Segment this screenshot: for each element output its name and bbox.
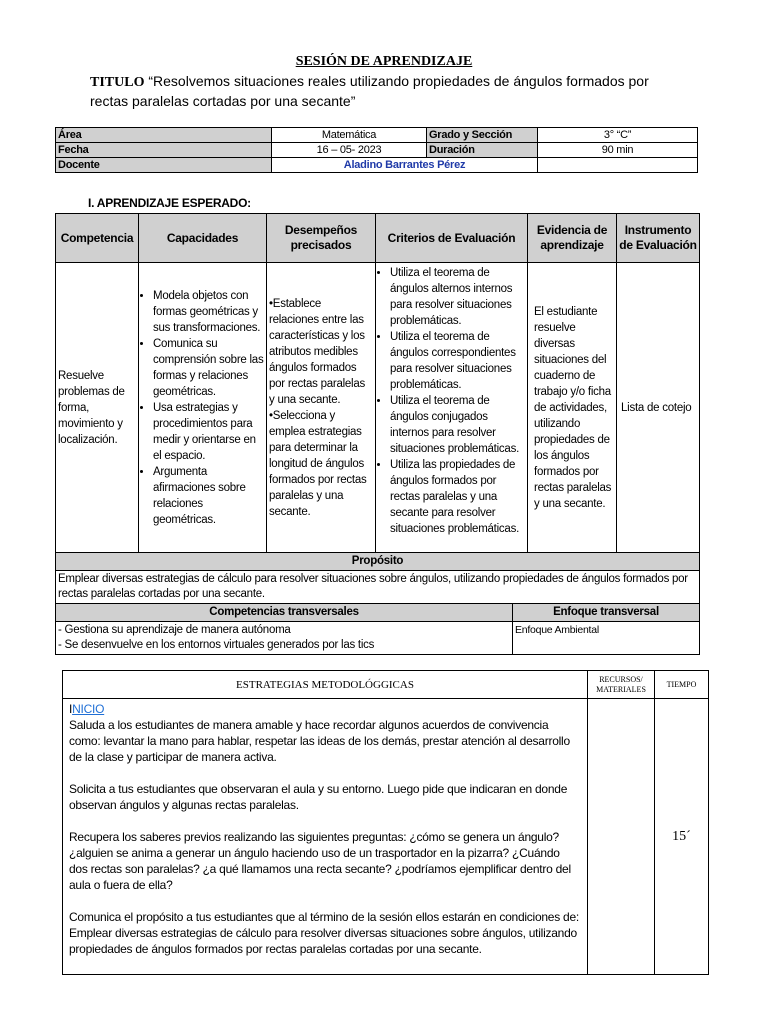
docente-label: Docente (56, 158, 272, 173)
enfoque-value: Enfoque Ambiental (513, 622, 700, 655)
tiempo-value: 15´ (655, 699, 709, 975)
strategy-paragraph: Solicita a tus estudiantes que observaran el aula y su entorno. Luego pide que indicaran en donde observan ángulos y algunas rectas paralelas. (69, 782, 568, 812)
docente-value: Aladino Barrantes Pérez (272, 158, 538, 173)
fecha-value: 16 – 05- 2023 (272, 143, 427, 158)
section-heading: I. APRENDIZAJE ESPERADO: (88, 196, 251, 210)
session-title (90, 72, 690, 110)
competencias-transversales-label: Competencias transversales (56, 604, 513, 622)
enfoque-transversal-label: Enfoque transversal (513, 604, 700, 622)
competencias-transversales-list (56, 622, 513, 655)
header-instrumento: Instrumento de Evaluación (617, 214, 700, 263)
duracion-label: Duración (427, 143, 538, 158)
purpose-table (55, 552, 700, 655)
criterio-item: • Utiliza el teorema de ángulos conjugados internos para resolver situaciones problemáticas. (390, 393, 525, 457)
transversal-item: - Gestiona su aprendizaje de manera autónoma (58, 624, 291, 636)
capacidad-item: • Comunica su comprensión sobre las formas y relaciones geométricas. (153, 336, 264, 400)
evidencia-cell: El estudiante resuelve diversas situaciones del cuaderno de trabajo y/o ficha de actividades, utilizando propiedades de los ángulos formados por rectas paralelas y una secante. (528, 263, 617, 554)
header-criterios: Criterios de Evaluación (376, 214, 528, 263)
learning-table (55, 213, 700, 554)
fecha-label: Fecha (56, 143, 272, 158)
grado-value: 3° “C” (538, 128, 698, 143)
strategy-paragraph: Recupera los saberes previos realizando las siguientes preguntas: ¿cómo se genera un ángulo? ¿alguien se anima a generar un ángulo haciendo uso de un trasportador en la pizarra? ¿Cuándo dos rectas son paralelas? ¿a qué llamamos una recta secante? ¿podríamos ejemplificar dentro del aula o fuera de ella? (69, 830, 571, 892)
recursos-cell (588, 699, 655, 975)
recursos-header: RECURSOS/ MATERIALES (588, 671, 655, 699)
strategies-body (63, 699, 588, 975)
proposito-text: Emplear diversas estrategias de cálculo para resolver situaciones sobre ángulos, utilizando propiedades de ángulos formados por rectas paralelas cortadas por una secante. (56, 571, 700, 604)
grado-label: Grado y Sección (427, 128, 538, 143)
desempeno-item: •Establece relaciones entre las características y los atributos medibles ángulos formados por rectas paralelas y una secante. (269, 298, 365, 406)
capacidades-cell (139, 263, 267, 554)
desempeno-item: •Selecciona y emplea estrategias para determinar la longitud de ángulos formados por rectas paralelas y una secante. (269, 410, 367, 518)
desempenos-cell (267, 263, 376, 554)
strategy-paragraph: Saluda a los estudiantes de manera amable y hace recordar algunos acuerdos de convivencia como: levantar la mano para hablar, respetar las ideas de los demás, prestar atención al desarrollo de la clase y participar de manera activa. (69, 718, 570, 764)
instrumento-cell: Lista de cotejo (617, 263, 700, 554)
tiempo-header: TIEMPO (655, 671, 709, 699)
titulo-label: TITULO (90, 75, 145, 90)
inicio-heading: INICIO (69, 702, 105, 716)
area-value: Matemática (272, 128, 427, 143)
transversal-item: - Se desenvuelve en los entornos virtuales generados por las tics (58, 639, 375, 651)
info-table (55, 127, 698, 173)
capacidad-item: • Modela objetos con formas geométricas y sus transformaciones. (153, 288, 264, 336)
titulo-text: “Resolvemos situaciones reales utilizando propiedades de ángulos formados por rectas paralelas cortadas por una secante” (90, 73, 649, 109)
criterio-item: • Utiliza las propiedades de ángulos formados por rectas paralelas y una secante para resolver situaciones problemáticas. (390, 457, 525, 537)
header-evidencia: Evidencia de aprendizaje (528, 214, 617, 263)
duracion-value: 90 min (538, 143, 698, 158)
criterio-item: • Utiliza el teorema de ángulos alternos internos para resolver situaciones problemáticas. (390, 265, 525, 329)
strategies-header: ESTRATEGIAS METODOLÓGGICAS (63, 671, 588, 699)
page-title: SESIÓN DE APRENDIZAJE (295, 54, 473, 69)
criterio-item: • Utiliza el teorema de ángulos correspondientes para resolver situaciones problemáticas. (390, 329, 525, 393)
header-desempenos: Desempeños precisados (267, 214, 376, 263)
proposito-label: Propósito (56, 553, 700, 571)
header-capacidades: Capacidades (139, 214, 267, 263)
capacidad-item: • Usa estrategias y procedimientos para medir y orientarse en el espacio. (153, 400, 264, 464)
area-label: Área (56, 128, 272, 143)
competencia-cell: Resuelve problemas de forma, movimiento y localización. (56, 263, 139, 554)
strategies-table (62, 670, 709, 975)
header-competencia: Competencia (56, 214, 139, 263)
strategy-paragraph: Comunica el propósito a tus estudiantes que al término de la sesión ellos estarán en condiciones de: Emplear diversas estrategias de cálculo para resolver diversas situaciones sobre ángulos, utilizando propiedades de ángulos formados por rectas paralelas cortadas por una secante. (69, 910, 579, 956)
capacidad-item: • Argumenta afirmaciones sobre relaciones geométricas. (153, 464, 264, 528)
docente-empty (538, 158, 698, 173)
criterios-cell (376, 263, 528, 554)
